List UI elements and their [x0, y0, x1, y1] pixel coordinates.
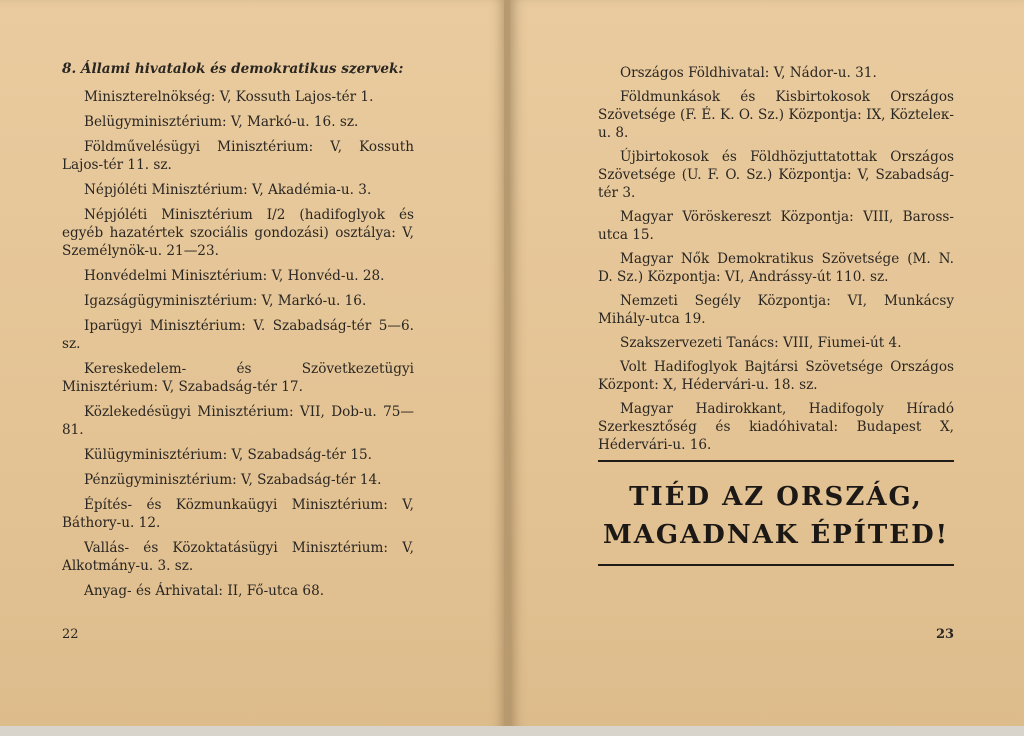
list-item: Belügyminisztérium: V, Markó-u. 16. sz.	[84, 114, 359, 130]
list-item: Magyar Nők Demokratikus Szövetsége (M. N. D. Sz.) Központja: VI, Andrássy-út 110. sz.	[598, 251, 954, 285]
left-page	[0, 0, 506, 736]
list-item: Honvédelmi Minisztérium: V, Honvéd-u. 28.	[84, 268, 385, 284]
list-item: Külügyminisztérium: V, Szabadság-tér 15.	[84, 447, 372, 463]
list-item: Pénzügyminisztérium: V, Szabadság-tér 14.	[84, 472, 382, 488]
list-item: Szakszervezeti Tanács: VIII, Fiumei-út 4.	[620, 335, 902, 351]
list-item: Földmunkások és Kisbirtokosok Országos Szövetsége (F. É. K. O. Sz.) Központja: IX, Közteleк-u. 8.	[598, 89, 954, 141]
right-page	[510, 0, 1024, 736]
right-page-content	[598, 64, 954, 566]
list-item: Kereskedelem- és Szövetkezetügyi Minisztérium: V, Szabadság-tér 17.	[62, 361, 414, 395]
list-item: Közlekedésügyi Minisztérium: VII, Dob-u. 75—81.	[62, 404, 414, 438]
list-item: Népjóléti Minisztérium I/2 (hadifoglyok és egyéb hazatértek szociális gondozási) osztálya: V, Személynök-u. 21—23.	[62, 207, 414, 259]
list-item: Magyar Vöröskereszt Központja: VIII, Baross-utca 15.	[598, 209, 954, 243]
divider-bottom	[598, 564, 954, 566]
list-item: Országos Földhivatal: V, Nádor-u. 31.	[620, 65, 877, 81]
list-item: Anyag- és Árhivatal: II, Fő-utca 68.	[84, 583, 325, 599]
section-heading: 8. Állami hivatalok és demokratikus szervek:	[62, 61, 404, 77]
list-item: Földművelésügyi Minisztérium: V, Kossuth Lajos-tér 11. sz.	[62, 139, 414, 173]
list-item: Volt Hadifoglyok Bajtársi Szövetsége Országos Központ: X, Hédervári-u. 18. sz.	[598, 359, 954, 393]
list-item: Építés- és Közmunkaügyi Minisztérium: V, Báthory-u. 12.	[62, 497, 414, 531]
list-item: Újbirtokosok és Földhözjuttatottak Országos Szövetsége (U. F. O. Sz.) Központja: V, Szabadság-tér 3.	[598, 149, 954, 201]
slogan-line-1: TIÉD AZ ORSZÁG,	[629, 482, 923, 512]
list-item: Vallás- és Közoktatásügyi Minisztérium: V, Alkotmány-u. 3. sz.	[62, 540, 414, 574]
slogan	[598, 478, 954, 554]
list-item: Népjóléti Minisztérium: V, Akadémia-u. 3.	[84, 182, 372, 198]
list-item: Igazságügyminisztérium: V, Markó-u. 16.	[84, 293, 367, 309]
page-number-right: 23	[936, 627, 955, 642]
page-number-left: 22	[62, 627, 79, 642]
divider-top	[598, 460, 954, 462]
list-item: Magyar Hadirokkant, Hadifogoly Híradó Szerkesztőség és kiadóhivatal: Budapest X, Hédervári-u. 16.	[598, 401, 954, 453]
list-item: Miniszterelnökség: V, Kossuth Lajos-tér 1.	[84, 89, 374, 105]
page-bottom-edge	[0, 726, 1024, 736]
list-item: Nemzeti Segély Központja: VI, Munkácsy Mihály-utca 19.	[598, 293, 954, 327]
list-item: Iparügyi Minisztérium: V. Szabadság-tér 5—6. sz.	[62, 318, 414, 352]
left-page-content	[62, 60, 414, 607]
slogan-line-2: MAGADNAK ÉPÍTED!	[602, 520, 950, 550]
